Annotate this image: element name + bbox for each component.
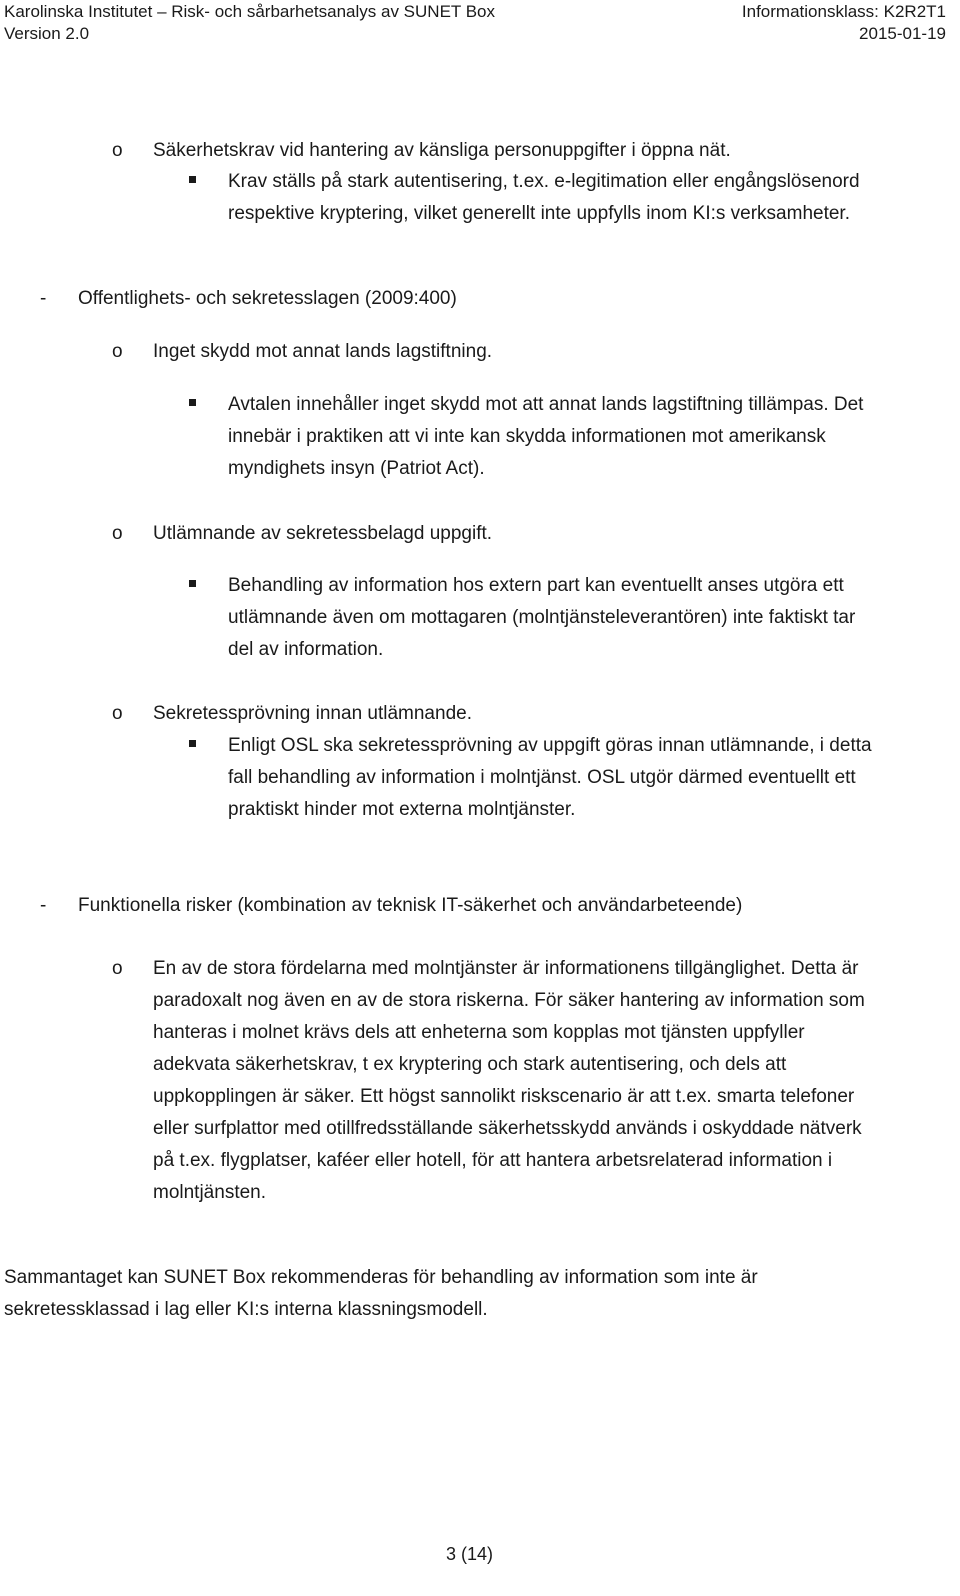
list-item: Inget skydd mot annat lands lagstiftning. [153, 341, 493, 362]
section-heading: Offentlighets- och sekretesslagen (2009:400) [78, 288, 457, 309]
dash-bullet: - [40, 288, 47, 309]
list-item-line: myndighets insyn (Patriot Act). [228, 458, 485, 479]
page-number: 3 (14) [446, 1544, 494, 1564]
header-date: 2015-01-19 [859, 24, 946, 43]
header-classification: Informationsklass: K2R2T1 [741, 2, 946, 21]
list-item-line: fall behandling av information i molntjänst. OSL utgör därmed eventuellt ett [228, 767, 856, 788]
list-item-line: respektive kryptering, vilket generellt inte uppfylls inom KI:s verksamheter. [228, 203, 850, 224]
list-item-line: eller surfplattor med otillfredsställande säkerhetsskydd används i oskyddade nätverk [153, 1118, 862, 1139]
list-item-line: Krav ställs på stark autentisering, t.ex. e-legitimation eller engångslösenord [228, 171, 860, 192]
list-item-line: praktiskt hinder mot externa molntjänster. [228, 799, 576, 820]
list-item-line: innebär i praktiken att vi inte kan skydda informationen mot amerikansk [228, 426, 826, 447]
summary-line: sekretessklassad i lag eller KI:s interna klassningsmodell. [4, 1299, 488, 1320]
circle-bullet: o [112, 523, 123, 544]
circle-bullet: o [112, 140, 123, 161]
list-item: Säkerhetskrav vid hantering av känsliga personuppgifter i öppna nät. [153, 140, 731, 161]
summary-line: Sammantaget kan SUNET Box rekommenderas för behandling av information som inte är [4, 1267, 758, 1288]
list-item-line: Avtalen innehåller inget skydd mot att annat lands lagstiftning tillämpas. Det [228, 394, 864, 415]
list-item-line: hanteras i molnet krävs dels att enheterna som kopplas mot tjänsten uppfyller [153, 1022, 805, 1043]
list-item-line: på t.ex. flygplatser, kaféer eller hotell, för att hantera arbetsrelaterad information i [153, 1150, 833, 1171]
list-item-line: adekvata säkerhetskrav, t ex kryptering och stark autentisering, och dels att [153, 1054, 787, 1075]
list-item-line: utlämnande även om mottagaren (molntjänsteleverantören) inte faktiskt tar [228, 607, 856, 628]
list-item-line: molntjänsten. [153, 1182, 267, 1203]
list-item-line: paradoxalt nog även en av de stora riskerna. För säker hantering av information som [153, 990, 865, 1011]
list-item: Utlämnande av sekretessbelagd uppgift. [153, 523, 493, 544]
header-title: Karolinska Institutet – Risk- och sårbarhetsanalys av SUNET Box [4, 2, 496, 21]
list-item-line: uppkopplingen är säker. Ett högst sannolikt riskscenario är att t.ex. smarta telefoner [153, 1086, 855, 1107]
circle-bullet: o [112, 703, 123, 724]
list-item-line: Enligt OSL ska sekretessprövning av uppgift göras innan utlämnande, i detta [228, 735, 872, 756]
square-bullet-icon [189, 580, 196, 587]
list-item-line: del av information. [228, 639, 384, 660]
square-bullet-icon [189, 399, 196, 406]
list-item: Sekretessprövning innan utlämnande. [153, 703, 472, 724]
circle-bullet: o [112, 958, 123, 979]
square-bullet-icon [189, 176, 196, 183]
list-item-line: Behandling av information hos extern part kan eventuellt anses utgöra ett [228, 575, 844, 596]
list-item-line: En av de stora fördelarna med molntjänster är informationens tillgänglighet. Detta är [153, 958, 859, 979]
square-bullet-icon [189, 740, 196, 747]
header-version: Version 2.0 [4, 24, 90, 43]
dash-bullet: - [40, 895, 47, 916]
circle-bullet: o [112, 341, 123, 362]
section-heading: Funktionella risker (kombination av teknisk IT-säkerhet och användarbeteende) [78, 895, 743, 916]
